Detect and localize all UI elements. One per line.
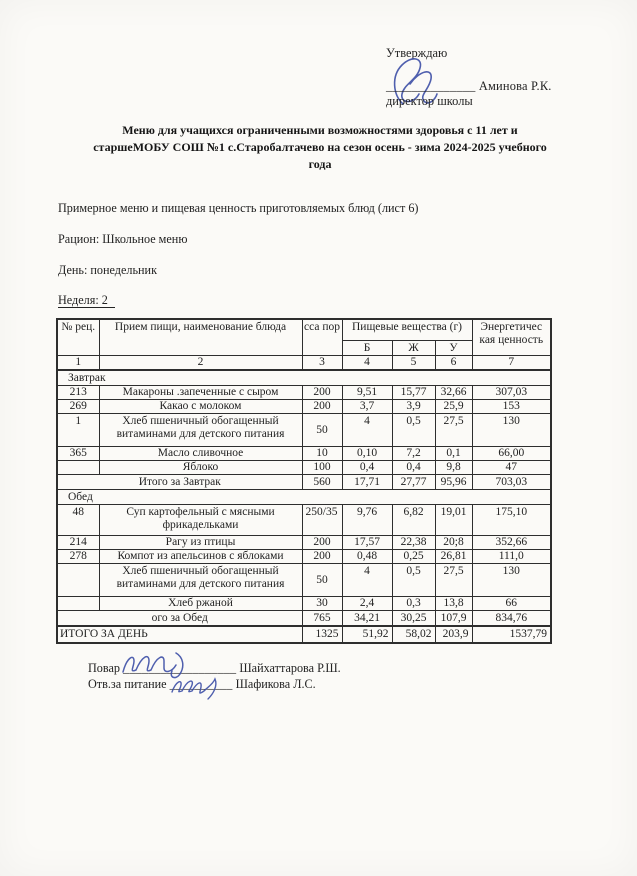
title-line-1: Меню для учащихся ограниченными возможностями здоровья с 11 лет и xyxy=(122,123,518,137)
col-header-nutrients: Пищевые вещества (г) xyxy=(342,319,472,341)
signature-underscores: ______________ xyxy=(386,79,476,93)
cook-signature-line: __________________ xyxy=(123,661,237,675)
table-row xyxy=(57,414,551,447)
col-number: 6 xyxy=(435,356,472,371)
mass-cell: 50 xyxy=(302,564,342,597)
section-label: Обед xyxy=(57,490,551,505)
protein-cell: 4 xyxy=(342,564,392,597)
table-row xyxy=(57,447,551,461)
table-row xyxy=(57,400,551,414)
energy-header-line1: Энергетичес xyxy=(480,321,543,333)
col-number: 4 xyxy=(342,356,392,371)
fat-cell: 27,77 xyxy=(392,475,435,490)
col-header-rec: № рец. xyxy=(57,319,99,356)
cook-label: Повар xyxy=(88,661,120,675)
col-number: 1 xyxy=(57,356,99,371)
col-header-energy xyxy=(472,319,551,356)
table-row xyxy=(57,461,551,475)
mass-cell: 200 xyxy=(302,400,342,414)
energy-cell: 1537,79 xyxy=(472,626,551,643)
mass-cell: 100 xyxy=(302,461,342,475)
col-header-protein: Б xyxy=(342,341,392,356)
carb-cell: 95,96 xyxy=(435,475,472,490)
table-header-row xyxy=(57,319,551,341)
total-label: Итого за Завтрак xyxy=(57,475,302,490)
cook-signature-row xyxy=(88,660,341,676)
col-number: 2 xyxy=(99,356,302,371)
mass-cell: 560 xyxy=(302,475,342,490)
protein-cell: 17,71 xyxy=(342,475,392,490)
footer-signatures xyxy=(88,660,341,692)
week-value: Неделя: 2 xyxy=(58,293,115,308)
col-number: 3 xyxy=(302,356,342,371)
approval-label: Утверждаю xyxy=(386,46,448,60)
rec-number-cell: 278 xyxy=(57,550,99,564)
carb-cell: 32,66 xyxy=(435,386,472,400)
week-line xyxy=(58,293,115,308)
responsible-signature-line: __________ xyxy=(169,677,233,691)
dish-name-cell: Какао с молоком xyxy=(99,400,302,414)
fat-cell: 0,4 xyxy=(392,461,435,475)
fat-cell: 6,82 xyxy=(392,505,435,536)
carb-cell: 9,8 xyxy=(435,461,472,475)
mass-cell: 200 xyxy=(302,536,342,550)
table-row xyxy=(57,626,551,643)
director-name: Аминова Р.К. xyxy=(478,79,552,93)
mass-cell: 200 xyxy=(302,550,342,564)
mass-cell: 10 xyxy=(302,447,342,461)
carb-cell: 0,1 xyxy=(435,447,472,461)
carb-cell: 26,81 xyxy=(435,550,472,564)
fat-cell: 0,5 xyxy=(392,414,435,447)
table-row xyxy=(57,536,551,550)
carb-cell: 19,01 xyxy=(435,505,472,536)
table-row xyxy=(57,564,551,597)
protein-cell: 51,92 xyxy=(342,626,392,643)
energy-cell: 834,76 xyxy=(472,611,551,627)
subtitle-line: Примерное меню и пищевая ценность приготовляемых блюд (лист 6) xyxy=(58,201,419,215)
energy-cell: 703,03 xyxy=(472,475,551,490)
carb-cell: 27,5 xyxy=(435,564,472,597)
section-label: Завтрак xyxy=(57,370,551,386)
total-label: ого за Обед xyxy=(57,611,302,627)
col-number: 7 xyxy=(472,356,551,371)
dish-name-cell: Макароны .запеченные с сыром xyxy=(99,386,302,400)
director-signature-line xyxy=(386,79,552,94)
responsible-name: Шафикова Л.С. xyxy=(235,677,316,691)
column-number-row xyxy=(57,356,551,371)
table-row xyxy=(57,550,551,564)
rec-number-cell xyxy=(57,597,99,611)
fat-cell: 22,38 xyxy=(392,536,435,550)
fat-cell: 0,25 xyxy=(392,550,435,564)
dish-name-cell: Яблоко xyxy=(99,461,302,475)
protein-cell: 0,4 xyxy=(342,461,392,475)
title-line-2: старшеМОБУ СОШ №1 с.Старобалтачево на сезон осень - зима 2024-2025 учебного xyxy=(93,140,547,154)
col-header-fat: Ж xyxy=(392,341,435,356)
col-header-dish: Прием пищи, наименование блюда xyxy=(99,319,302,356)
rec-number-cell: 365 xyxy=(57,447,99,461)
carb-cell: 203,9 xyxy=(435,626,472,643)
rec-number-cell xyxy=(57,564,99,597)
energy-cell: 307,03 xyxy=(472,386,551,400)
protein-cell: 3,7 xyxy=(342,400,392,414)
dish-name-cell: Рагу из птицы xyxy=(99,536,302,550)
mass-cell: 1325 xyxy=(302,626,342,643)
document-title xyxy=(54,122,586,173)
energy-cell: 66,00 xyxy=(472,447,551,461)
protein-cell: 34,21 xyxy=(342,611,392,627)
fat-cell: 7,2 xyxy=(392,447,435,461)
protein-cell: 17,57 xyxy=(342,536,392,550)
carb-cell: 25,9 xyxy=(435,400,472,414)
dish-name-cell: Компот из апельсинов с яблоками xyxy=(99,550,302,564)
rec-number-cell: 214 xyxy=(57,536,99,550)
rec-number-cell: 48 xyxy=(57,505,99,536)
day-line: День: понедельник xyxy=(58,263,157,277)
mass-cell: 765 xyxy=(302,611,342,627)
menu-table-body xyxy=(57,370,551,643)
director-title: директор школы xyxy=(386,94,473,108)
responsible-label: Отв.за питание xyxy=(88,677,167,691)
energy-header-line2: кая ценность xyxy=(479,334,544,346)
dish-name-cell: Хлеб пшеничный обогащенный витаминами для детского питания xyxy=(99,414,302,447)
rec-number-cell: 269 xyxy=(57,400,99,414)
protein-cell: 2,4 xyxy=(342,597,392,611)
table-row xyxy=(57,505,551,536)
fat-cell: 58,02 xyxy=(392,626,435,643)
dish-name-cell: Суп картофельный с мясными фрикадельками xyxy=(99,505,302,536)
mass-cell: 30 xyxy=(302,597,342,611)
title-line-3: года xyxy=(308,157,332,171)
col-header-carb: У xyxy=(435,341,472,356)
rec-number-cell: 213 xyxy=(57,386,99,400)
table-row xyxy=(57,386,551,400)
protein-cell: 9,76 xyxy=(342,505,392,536)
fat-cell: 30,25 xyxy=(392,611,435,627)
carb-cell: 13,8 xyxy=(435,597,472,611)
carb-cell: 20;8 xyxy=(435,536,472,550)
carb-cell: 27,5 xyxy=(435,414,472,447)
energy-cell: 153 xyxy=(472,400,551,414)
fat-cell: 3,9 xyxy=(392,400,435,414)
energy-cell: 111,0 xyxy=(472,550,551,564)
fat-cell: 0,5 xyxy=(392,564,435,597)
energy-cell: 130 xyxy=(472,564,551,597)
fat-cell: 15,77 xyxy=(392,386,435,400)
energy-cell: 66 xyxy=(472,597,551,611)
mass-cell: 200 xyxy=(302,386,342,400)
rec-number-cell xyxy=(57,461,99,475)
table-row xyxy=(57,611,551,627)
protein-cell: 4 xyxy=(342,414,392,447)
table-row xyxy=(57,475,551,490)
total-label: ИТОГО ЗА ДЕНЬ xyxy=(57,626,302,643)
table-row xyxy=(57,490,551,505)
responsible-signature-row xyxy=(88,676,341,692)
col-header-mass: сса пор xyxy=(302,319,342,356)
dish-name-cell: Хлеб ржаной xyxy=(99,597,302,611)
protein-cell: 9,51 xyxy=(342,386,392,400)
protein-cell: 0,10 xyxy=(342,447,392,461)
energy-cell: 130 xyxy=(472,414,551,447)
cook-name: Шайхаттарова Р.Ш. xyxy=(239,661,341,675)
rec-number-cell: 1 xyxy=(57,414,99,447)
fat-cell: 0,3 xyxy=(392,597,435,611)
dish-name-cell: Масло сливочное xyxy=(99,447,302,461)
mass-cell: 50 xyxy=(302,414,342,447)
carb-cell: 107,9 xyxy=(435,611,472,627)
table-row xyxy=(57,597,551,611)
col-number: 5 xyxy=(392,356,435,371)
mass-cell: 250/35 xyxy=(302,505,342,536)
menu-table xyxy=(56,318,552,644)
table-row xyxy=(57,370,551,386)
protein-cell: 0,48 xyxy=(342,550,392,564)
dish-name-cell: Хлеб пшеничный обогащенный витаминами для детского питания xyxy=(99,564,302,597)
ration-line: Рацион: Школьное меню xyxy=(58,232,188,246)
energy-cell: 352,66 xyxy=(472,536,551,550)
energy-cell: 47 xyxy=(472,461,551,475)
energy-cell: 175,10 xyxy=(472,505,551,536)
